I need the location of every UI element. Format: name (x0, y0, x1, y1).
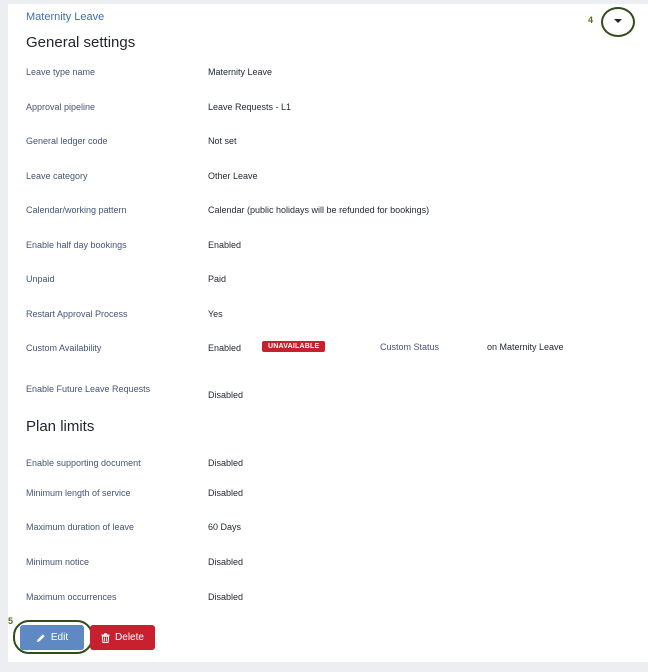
plan-limits-title: Plan limits (26, 418, 95, 435)
value-custom-availability: Enabled (208, 343, 242, 353)
caret-down-icon (614, 19, 622, 23)
delete-button-label: Delete (115, 632, 144, 643)
delete-button[interactable] (90, 625, 155, 650)
value-custom-status: on Maternity Leave (487, 342, 564, 352)
label-leave-category: Leave category (26, 171, 88, 181)
unavailable-badge: UNAVAILABLE (262, 341, 325, 352)
edit-button-label: Edit (50, 632, 69, 643)
label-calendar-working-pattern: Calendar/working pattern (26, 205, 127, 215)
value-calendar-working-pattern: Calendar (public holidays will be refunded for bookings) (208, 205, 430, 215)
annotation-step-4: 4 (588, 15, 594, 25)
label-general-ledger-code: General ledger code (26, 136, 108, 146)
label-unpaid: Unpaid (26, 274, 55, 284)
edit-button[interactable] (20, 625, 84, 650)
value-enable-future-leave-requests: Disabled (208, 390, 244, 400)
value-leave-category: Other Leave (208, 171, 258, 181)
label-enable-half-day-bookings: Enable half day bookings (26, 240, 127, 250)
value-maximum-duration-of-leave: 60 Days (208, 522, 242, 532)
label-enable-future-leave-requests: Enable Future Leave Requests (26, 384, 151, 394)
label-approval-pipeline: Approval pipeline (26, 102, 96, 112)
expand-toggle[interactable] (601, 7, 635, 37)
value-leave-type-name: Maternity Leave (208, 67, 273, 77)
value-minimum-notice: Disabled (208, 557, 244, 567)
label-enable-supporting-document: Enable supporting document (26, 458, 141, 468)
value-maximum-occurrences: Disabled (208, 592, 244, 602)
value-enable-supporting-document: Disabled (208, 458, 244, 468)
breadcrumb-maternity-leave[interactable]: Maternity Leave (26, 11, 105, 23)
value-general-ledger-code: Not set (208, 136, 237, 146)
value-restart-approval-process: Yes (208, 309, 223, 319)
value-minimum-length-of-service: Disabled (208, 488, 244, 498)
label-leave-type-name: Leave type name (26, 67, 96, 77)
label-custom-availability: Custom Availability (26, 343, 102, 353)
annotation-step-5: 5 (8, 616, 14, 626)
trash-icon (101, 633, 110, 643)
value-enable-half-day-bookings: Enabled (208, 240, 242, 250)
value-unpaid: Paid (208, 274, 227, 284)
label-minimum-notice: Minimum notice (26, 557, 90, 567)
value-approval-pipeline: Leave Requests - L1 (208, 102, 292, 112)
label-minimum-length-of-service: Minimum length of service (26, 488, 131, 498)
label-maximum-duration-of-leave: Maximum duration of leave (26, 522, 135, 532)
general-settings-title: General settings (26, 34, 136, 51)
pencil-icon (36, 633, 46, 643)
label-custom-status: Custom Status (380, 342, 440, 352)
label-maximum-occurrences: Maximum occurrences (26, 592, 117, 602)
label-restart-approval-process: Restart Approval Process (26, 309, 128, 319)
leave-type-card (8, 4, 648, 662)
